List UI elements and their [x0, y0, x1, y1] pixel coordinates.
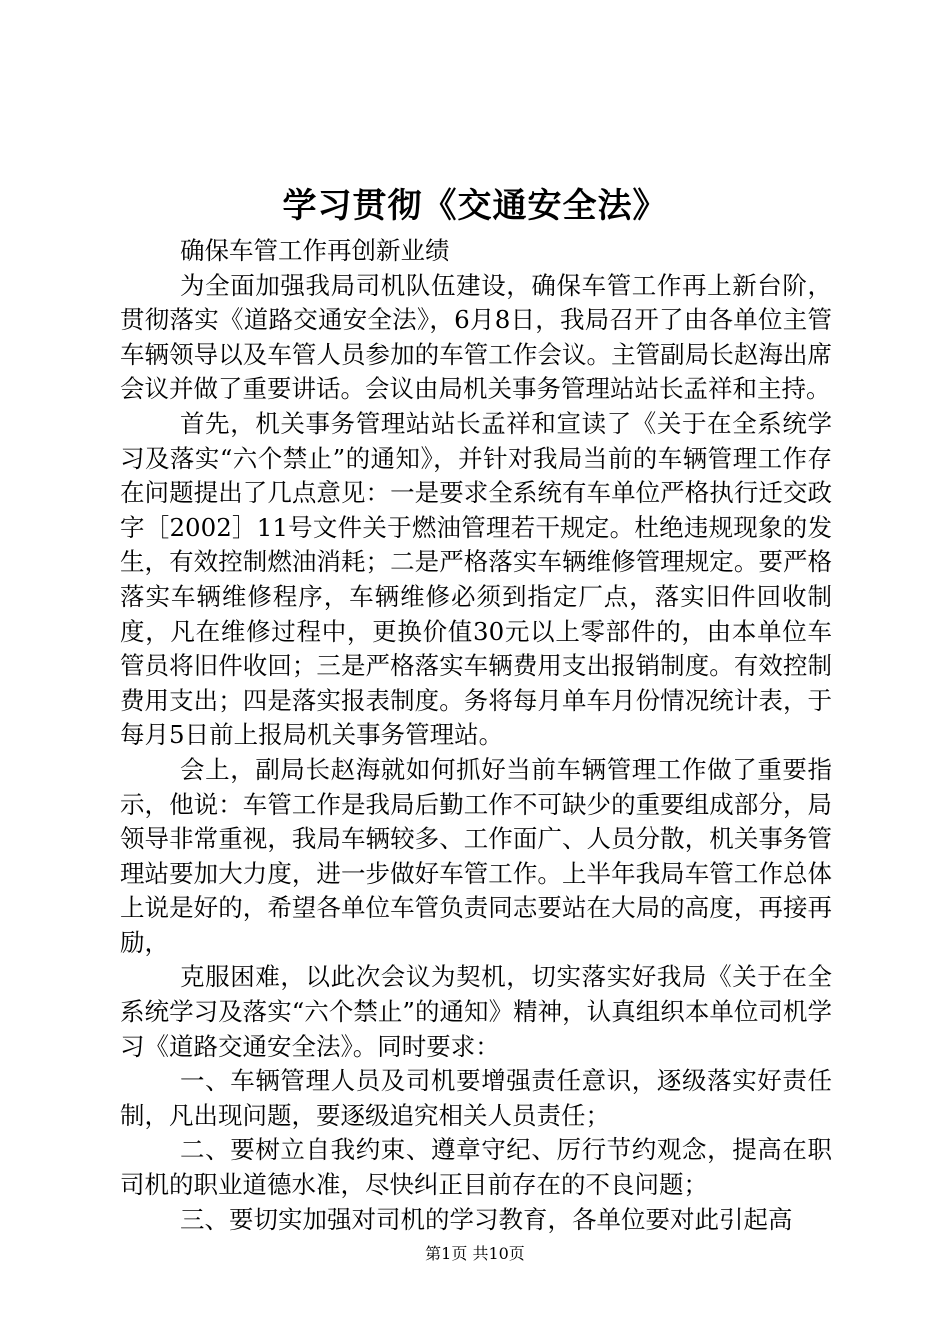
paragraph-requirements: 克服困难，以此次会议为契机，切实落实好我局《关于在全系统学习及落实“六个禁止”的通知》精神，认真组织本单位司机学习《道路交通安全法》。同时要求： [120, 962, 832, 1061]
paragraph-instructions: 会上，副局长赵海就如何抓好当前车辆管理工作做了重要指示，他说：车管工作是我局后勤工作不可缺少的重要组成部分，局领导非常重视，我局车辆较多、工作面广、人员分散，机关事务管理站要加大力度，进一步做好车管工作。上半年我局车管工作总体上说是好的，希望各单位车管负责同志要站在大局的高度，再接再励， [120, 754, 832, 957]
page-footer: 第1页 共10页 [425, 1244, 525, 1263]
paragraph-subtitle: 确保车管工作再创新业绩 [180, 236, 450, 265]
document-body [120, 234, 832, 1237]
paragraph-item-3: 三、要切实加强对司机的学习教育，各单位要对此引起高 [180, 1204, 793, 1234]
paragraph-item-1: 一、车辆管理人员及司机要增强责任意识，逐级落实好责任制，凡出现问题，要逐级追究相关人员责任； [120, 1066, 832, 1130]
page-title: 学习贯彻《交通安全法》 [282, 186, 668, 226]
paragraph-opinions: 首先，机关事务管理站站长孟祥和宣读了《关于在全系统学习及落实“六个禁止”的通知》，并针对我局当前的车辆管理工作存在问题提出了几点意见：一是要求全系统有车单位严格执行迁交政字［2002］11号文件关于燃油管理若干规定。杜绝违规现象的发生，有效控制燃油消耗；二是严格落实车辆维修管理规定。要严格落实车辆维修程序，车辆维修必须到指定厂点，落实旧件回收制度，凡在维修过程中，更换价值30元以上零部件的，由本单位车管员将旧件收回；三是严格落实车辆费用支出报销制度。有效控制费用支出；四是落实报表制度。务将每月单车月份情况统计表，于每月5日前上报局机关事务管理站。 [120, 408, 832, 750]
paragraph-item-2: 二、要树立自我约束、遵章守纪、厉行节约观念，提高在职司机的职业道德水准，尽快纠正目前存在的不良问题； [120, 1135, 832, 1200]
paragraph-intro: 为全面加强我局司机队伍建设，确保车管工作再上新台阶，贯彻落实《道路交通安全法》，6月8日，我局召开了由各单位主管车辆领导以及车管人员参加的车管工作会议。主管副局长赵海出席会议并做了重要讲话。会议由局机关事务管理站站长孟祥和主持。 [120, 270, 832, 404]
